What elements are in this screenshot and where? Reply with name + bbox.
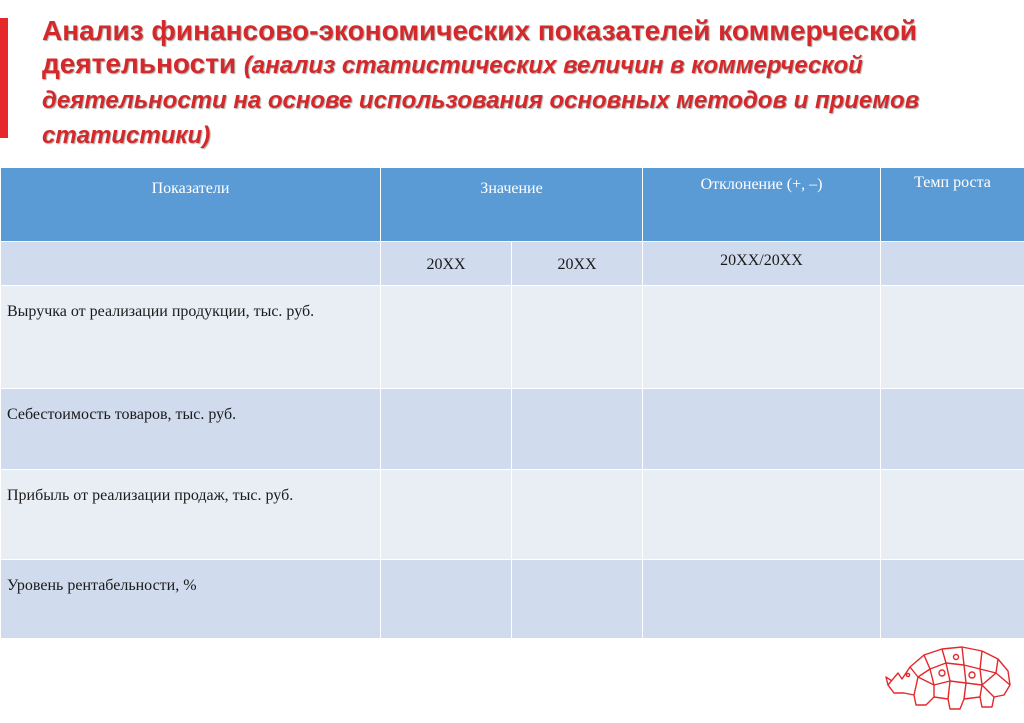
title-main: Анализ финансово-экономических показателей коммерческой деятельности [42,15,917,79]
cell-empty [512,286,643,389]
table-row [1,560,1024,639]
table-subheader-row [1,242,1024,286]
cell-empty [512,470,643,560]
table-row [1,389,1024,470]
row-label: Себестоимость товаров, тыс. руб. [1,389,381,470]
subheader-growth-empty [881,242,1024,286]
cell-empty [881,470,1024,560]
row-label: Выручка от реализации продукции, тыс. руб. [1,286,381,389]
cell-empty [512,560,643,639]
table-header-row [1,168,1024,242]
cell-empty [512,389,643,470]
slide-title [42,14,1002,152]
header-deviation: Отклонение (+, –) [643,168,881,242]
cell-empty [381,470,512,560]
accent-bar [0,18,8,138]
subheader-year1: 20ХХ [381,242,512,286]
subheader-year2: 20ХХ [512,242,643,286]
table-row [1,286,1024,389]
title-subtitle: (анализ статистических величин в коммерческой деятельности на основе использования основных методов и приемов статистики) [42,52,920,149]
table-row [1,470,1024,560]
cell-empty [881,560,1024,639]
cell-empty [881,286,1024,389]
header-value: Значение [381,168,643,242]
indicators-table [0,167,1024,639]
cell-empty [643,389,881,470]
subheader-empty [1,242,381,286]
row-label: Прибыль от реализации продаж, тыс. руб. [1,470,381,560]
cell-empty [643,286,881,389]
subheader-deviation-period: 20ХХ/20ХХ [643,242,881,286]
header-indicators: Показатели [1,168,381,242]
header-growth: Темп роста [881,168,1024,242]
cell-empty [381,560,512,639]
cell-empty [881,389,1024,470]
cell-empty [643,560,881,639]
cell-empty [381,389,512,470]
cell-empty [381,286,512,389]
cell-empty [643,470,881,560]
row-label: Уровень рентабельности, % [1,560,381,639]
rhino-logo-icon [884,633,1016,713]
